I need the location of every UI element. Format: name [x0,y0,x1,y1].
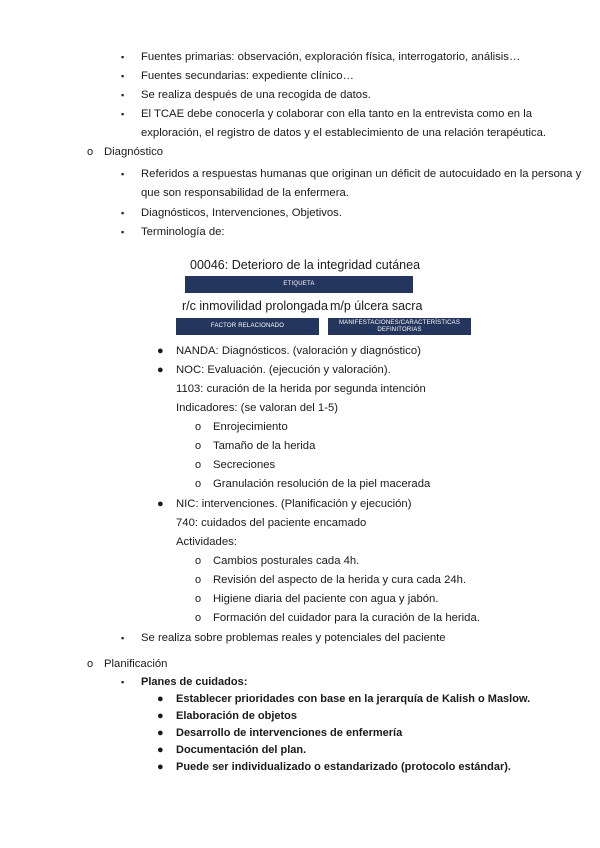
text-line: 740: cuidados del paciente encamado [176,517,367,529]
sub-marker: o [195,478,202,490]
sub-marker: o [195,459,202,471]
bullet-marker: ▪ [121,71,125,81]
text-line: 1103: curación de la herida por segunda intención [176,383,426,395]
diagram-title-text: Deterioro de la integridad cutánea [231,258,421,272]
text-line: Tamaño de la herida [213,440,316,452]
text-line: Formación del cuidador para la curación de la herida. [213,612,480,624]
text-line: que son responsabilidad de la enfermera. [141,187,349,199]
text-line: Granulación resolución de la piel macerada [213,478,431,490]
text-line: Secreciones [213,459,276,471]
section-marker: o [87,658,94,670]
text-line: Cambios posturales cada 4h. [213,555,360,567]
text-line: Indicadores: (se valoran del 1-5) [176,402,339,414]
diagram-code: 00046: [190,258,229,272]
text-line: Enrojecimiento [213,421,288,433]
text-line: Se realiza sobre problemas reales y potenciales del paciente [141,632,446,644]
label-etiqueta: ETIQUETA [185,276,413,293]
dot-marker: ● [157,761,164,773]
dot-marker: ● [157,710,164,722]
bullet-marker: ▪ [121,677,125,687]
text-line: Actividades: [176,536,237,548]
text-line: Planes de cuidados: [141,676,248,688]
sub-marker: o [195,555,202,567]
text-line: Referidos a respuestas humanas que originan un déficit de autocuidado en la persona y [141,168,582,180]
bullet-marker: ▪ [121,169,125,179]
text-line: Establecer prioridades con base en la jerarquía de Kalish o Maslow. [176,693,531,705]
text-line: Diagnósticos, Intervenciones, Objetivos. [141,207,342,219]
bullet-marker: ▪ [121,109,125,119]
bullet-marker: ▪ [121,90,125,100]
sub-marker: o [195,574,202,586]
dot-marker: ● [157,345,164,357]
dot-marker: ● [157,693,164,705]
bullet-marker: ▪ [121,227,125,237]
sub-marker: o [195,440,202,452]
label-manifestaciones [328,318,471,335]
dot-marker: ● [157,727,164,739]
label-manifestaciones-line1: MANIFESTACIONES/CARACTERÍSTICAS [338,320,461,326]
diagram-manifestation: m/p úlcera sacra [330,299,423,313]
dot-marker: ● [157,364,164,376]
text-line: exploración, el registro de datos y el establecimiento de una relación terapéutica. [141,127,547,139]
text-line: Fuentes secundarias: expediente clínico… [141,70,354,82]
text-line: NANDA: Diagnósticos. (valoración y diagnóstico) [176,345,421,357]
text-line: Desarrollo de intervenciones de enfermería [176,727,403,739]
text-line: NOC: Evaluación. (ejecución y valoración). [176,364,391,376]
text-line: Fuentes primarias: observación, exploración física, interrogatorio, análisis… [141,51,521,63]
sub-marker: o [195,593,202,605]
label-factor-relacionado: FACTOR RELACIONADO [176,318,319,335]
label-manifestaciones-line2: DEFINITORIAS [377,327,422,333]
text-line: Elaboración de objetos [176,710,298,722]
section-marker: o [87,146,94,158]
text-line: Terminología de: [141,226,225,238]
diagram-related-factor: r/c inmovilidad prolongada [182,299,328,313]
dot-marker: ● [157,744,164,756]
text-line: Higiene diaria del paciente con agua y jabón. [213,593,439,605]
dot-marker: ● [157,498,164,510]
text-line: Se realiza después de una recogida de datos. [141,89,371,101]
diagram-title [190,258,420,272]
bullet-marker: ▪ [121,52,125,62]
text-line: NIC: intervenciones. (Planificación y ejecución) [176,498,412,510]
text-line: El TCAE debe conocerla y colaborar con ella tanto en la entrevista como en la [141,108,533,120]
sub-marker: o [195,612,202,624]
sub-marker: o [195,421,202,433]
section-heading: Planificación [104,658,168,670]
bullet-marker: ▪ [121,208,125,218]
text-line: Revisión del aspecto de la herida y cura cada 24h. [213,574,467,586]
text-line: Puede ser individualizado o estandarizado (protocolo estándar). [176,761,511,773]
section-heading: Diagnóstico [104,146,164,158]
bullet-marker: ▪ [121,633,125,643]
text-line: Documentación del plan. [176,744,307,756]
